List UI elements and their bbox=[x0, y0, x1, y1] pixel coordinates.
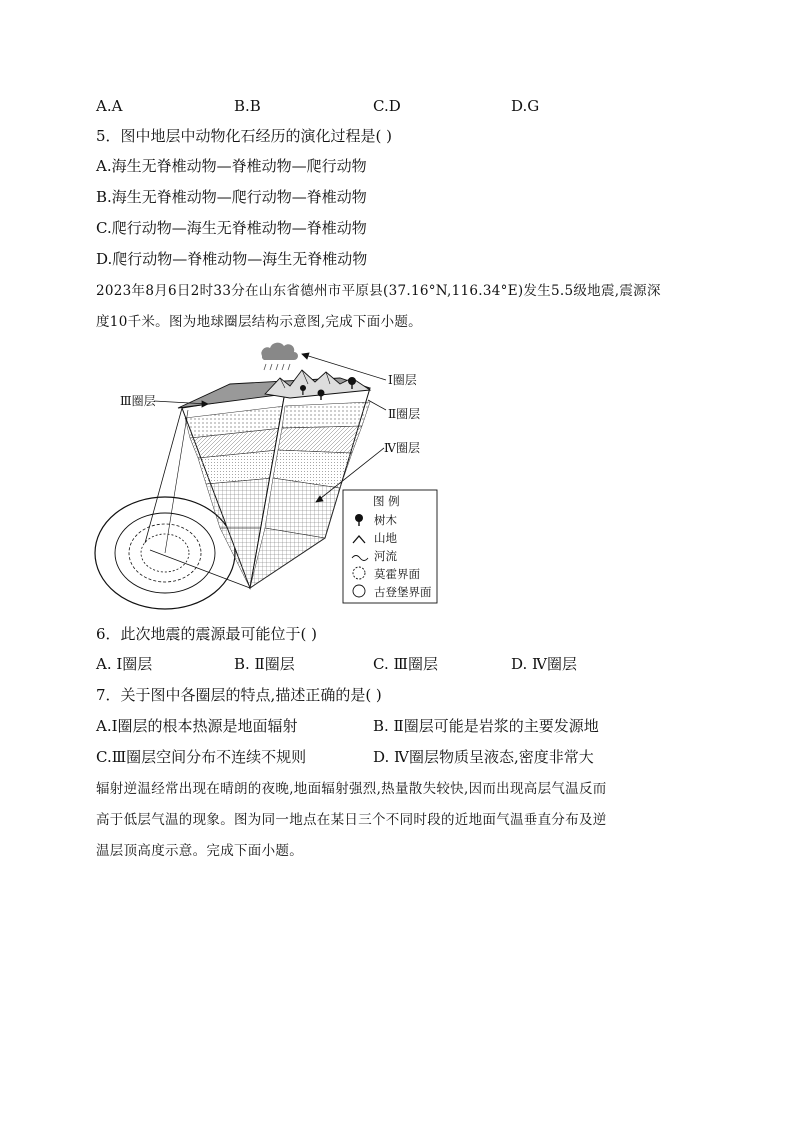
q5-stem: 5．图中地层中动物化石经历的演化过程是( ) bbox=[96, 127, 393, 145]
q4-option-c: C.D bbox=[373, 97, 401, 115]
q4-option-a: A.A bbox=[96, 97, 123, 115]
legend-title: 图 例 bbox=[373, 494, 400, 508]
legend-item-gutenberg: 古登堡界面 bbox=[374, 585, 432, 599]
q6-option-b: B. Ⅱ圈层 bbox=[234, 655, 295, 673]
intro1-line-1: 2023年8月6日2时33分在山东省德州市平原县(37.16°N,116.34°E)发生5.5级地震,震源深 bbox=[96, 283, 661, 299]
legend-item-river: 河流 bbox=[374, 549, 397, 563]
label-layer-3: Ⅲ圈层 bbox=[120, 394, 156, 408]
intro2-line-3: 温层顶高度示意。完成下面小题。 bbox=[96, 843, 303, 859]
q7-option-a: A.Ⅰ圈层的根本热源是地面辐射 bbox=[96, 717, 298, 735]
q5-option-c: C.爬行动物—海生无脊椎动物—脊椎动物 bbox=[96, 219, 367, 237]
q4-option-b: B.B bbox=[234, 97, 261, 115]
label-layer-1: Ⅰ圈层 bbox=[388, 373, 417, 387]
legend bbox=[343, 490, 437, 603]
q7-option-c: C.Ⅲ圈层空间分布不连续不规则 bbox=[96, 748, 307, 766]
intro2-line-1: 辐射逆温经常出现在晴朗的夜晚,地面辐射强烈,热量散失较快,因而出现高层气温反而 bbox=[96, 781, 607, 797]
q7-option-d: D. Ⅳ圈层物质呈液态,密度非常大 bbox=[373, 748, 594, 766]
earth-layers-figure bbox=[90, 338, 450, 610]
legend-item-tree: 树木 bbox=[374, 513, 397, 527]
q4-option-d: D.G bbox=[511, 97, 540, 115]
q6-option-c: C. Ⅲ圈层 bbox=[373, 655, 438, 673]
q5-option-d: D.爬行动物—脊椎动物—海生无脊椎动物 bbox=[96, 250, 368, 268]
label-layer-2: Ⅱ圈层 bbox=[388, 407, 421, 421]
q5-option-a: A.海生无脊椎动物—脊椎动物—爬行动物 bbox=[96, 157, 367, 175]
q7-option-b: B. Ⅱ圈层可能是岩浆的主要发源地 bbox=[373, 717, 599, 735]
intro2-line-2: 高于低层气温的现象。图为同一地点在某日三个不同时段的近地面气温垂直分布及逆 bbox=[96, 812, 607, 828]
legend-item-mountain: 山地 bbox=[374, 531, 397, 545]
q6-stem: 6．此次地震的震源最可能位于( ) bbox=[96, 625, 318, 643]
legend-item-moho: 莫霍界面 bbox=[374, 567, 420, 581]
intro1-line-2: 度10千米。图为地球圈层结构示意图,完成下面小题。 bbox=[96, 314, 422, 330]
q6-option-d: D. Ⅳ圈层 bbox=[511, 655, 578, 673]
rain-cloud-icon bbox=[261, 343, 298, 370]
q5-option-b: B.海生无脊椎动物—爬行动物—脊椎动物 bbox=[96, 188, 367, 206]
q6-option-a: A. Ⅰ圈层 bbox=[96, 655, 153, 673]
q7-stem: 7．关于图中各圈层的特点,描述正确的是( ) bbox=[96, 686, 382, 704]
label-layer-4: Ⅳ圈层 bbox=[384, 441, 420, 455]
